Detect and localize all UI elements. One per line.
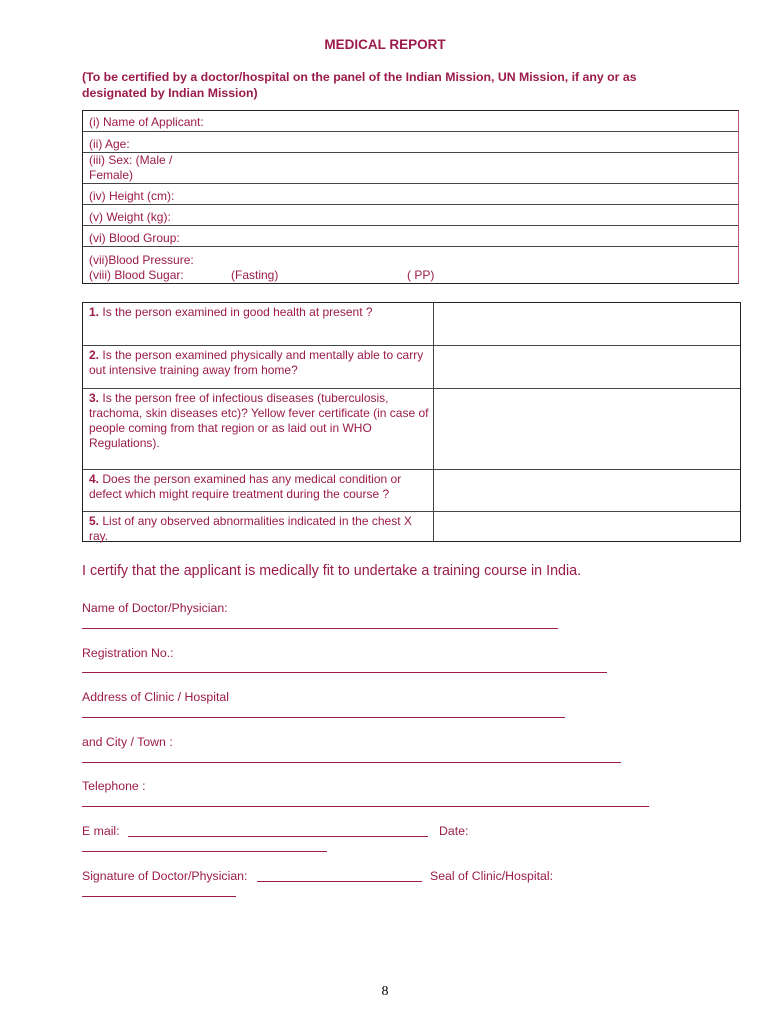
question-3 bbox=[89, 391, 429, 451]
doctor-name-line[interactable] bbox=[82, 628, 558, 629]
registration-line[interactable] bbox=[82, 672, 607, 673]
email-line[interactable] bbox=[128, 836, 428, 837]
registration-label: Registration No.: bbox=[82, 646, 174, 660]
weight-row[interactable] bbox=[83, 205, 738, 226]
questions-table bbox=[82, 302, 741, 542]
blood-sugar-label: (viii) Blood Sugar: bbox=[89, 268, 184, 282]
telephone-label: Telephone : bbox=[82, 779, 146, 793]
applicant-table bbox=[82, 110, 739, 284]
question-number: 5. bbox=[89, 514, 100, 528]
subtitle: (To be certified by a doctor/hospital on the panel of the Indian Mission, UN Mission, if any or as designated by Indian Mission) bbox=[82, 70, 637, 100]
age-row[interactable] bbox=[83, 132, 738, 153]
question-row bbox=[83, 389, 740, 470]
answer-cell-2[interactable] bbox=[433, 346, 740, 388]
question-text: Does the person examined has any medical condition or defect which might require treatment during the course ? bbox=[89, 472, 402, 501]
question-row bbox=[83, 346, 740, 389]
answer-cell-3[interactable] bbox=[433, 389, 740, 469]
age-label: (ii) Age: bbox=[89, 137, 130, 151]
telephone-line[interactable] bbox=[82, 806, 649, 807]
signature-label: Signature of Doctor/Physician: bbox=[82, 869, 248, 883]
question-number: 3. bbox=[89, 391, 100, 405]
pp-label: ( PP) bbox=[407, 268, 435, 282]
sex-label-line2: Female) bbox=[89, 168, 134, 182]
question-number: 1. bbox=[89, 305, 100, 319]
answer-cell-4[interactable] bbox=[433, 470, 740, 511]
blood-pressure-sugar-row[interactable] bbox=[83, 247, 738, 283]
certification-statement: I certify that the applicant is medically fit to undertake a training course in India. bbox=[82, 563, 582, 579]
question-1 bbox=[89, 305, 429, 320]
height-row[interactable] bbox=[83, 184, 738, 205]
question-5 bbox=[89, 514, 429, 544]
name-row[interactable] bbox=[83, 111, 738, 132]
question-4 bbox=[89, 472, 429, 502]
height-label: (iv) Height (cm): bbox=[89, 189, 175, 203]
question-number: 4. bbox=[89, 472, 100, 486]
answer-cell-5[interactable] bbox=[433, 512, 740, 542]
name-label: (i) Name of Applicant: bbox=[89, 115, 204, 129]
question-text: Is the person examined physically and mentally able to carry out intensive training away from home? bbox=[89, 348, 424, 377]
sex-label-line1: (iii) Sex: (Male / bbox=[89, 153, 173, 167]
question-2 bbox=[89, 348, 429, 378]
page-number: 8 bbox=[381, 984, 389, 999]
question-text: Is the person free of infectious diseases (tuberculosis, trachoma, skin diseases etc)? Yellow fever certificate (in case of people coming from that region or as laid out in WHO Regulations). bbox=[89, 391, 429, 450]
weight-label: (v) Weight (kg): bbox=[89, 210, 171, 224]
city-label: and City / Town : bbox=[82, 735, 173, 749]
date-line[interactable] bbox=[82, 851, 327, 852]
question-text: Is the person examined in good health at present ? bbox=[102, 305, 373, 319]
answer-cell-1[interactable] bbox=[433, 303, 740, 345]
blood-pressure-label: (vii)Blood Pressure: bbox=[89, 253, 194, 267]
question-row bbox=[83, 512, 740, 542]
blood-group-row[interactable] bbox=[83, 226, 738, 247]
signature-line[interactable] bbox=[257, 881, 422, 882]
email-label: E mail: bbox=[82, 824, 120, 838]
fasting-label: (Fasting) bbox=[231, 268, 279, 282]
doctor-name-label: Name of Doctor/Physician: bbox=[82, 601, 228, 615]
sex-row[interactable] bbox=[83, 153, 738, 184]
question-number: 2. bbox=[89, 348, 100, 362]
seal-label: Seal of Clinic/Hospital: bbox=[430, 869, 554, 883]
seal-line[interactable] bbox=[82, 896, 236, 897]
date-label: Date: bbox=[439, 824, 469, 838]
question-row bbox=[83, 470, 740, 512]
page-title: MEDICAL REPORT bbox=[324, 37, 446, 52]
blood-group-label: (vi) Blood Group: bbox=[89, 231, 180, 245]
city-line[interactable] bbox=[82, 762, 621, 763]
address-label: Address of Clinic / Hospital bbox=[82, 690, 229, 704]
question-row bbox=[83, 303, 740, 346]
question-text: List of any observed abnormalities indicated in the chest X ray. bbox=[89, 514, 412, 543]
address-line[interactable] bbox=[82, 717, 565, 718]
